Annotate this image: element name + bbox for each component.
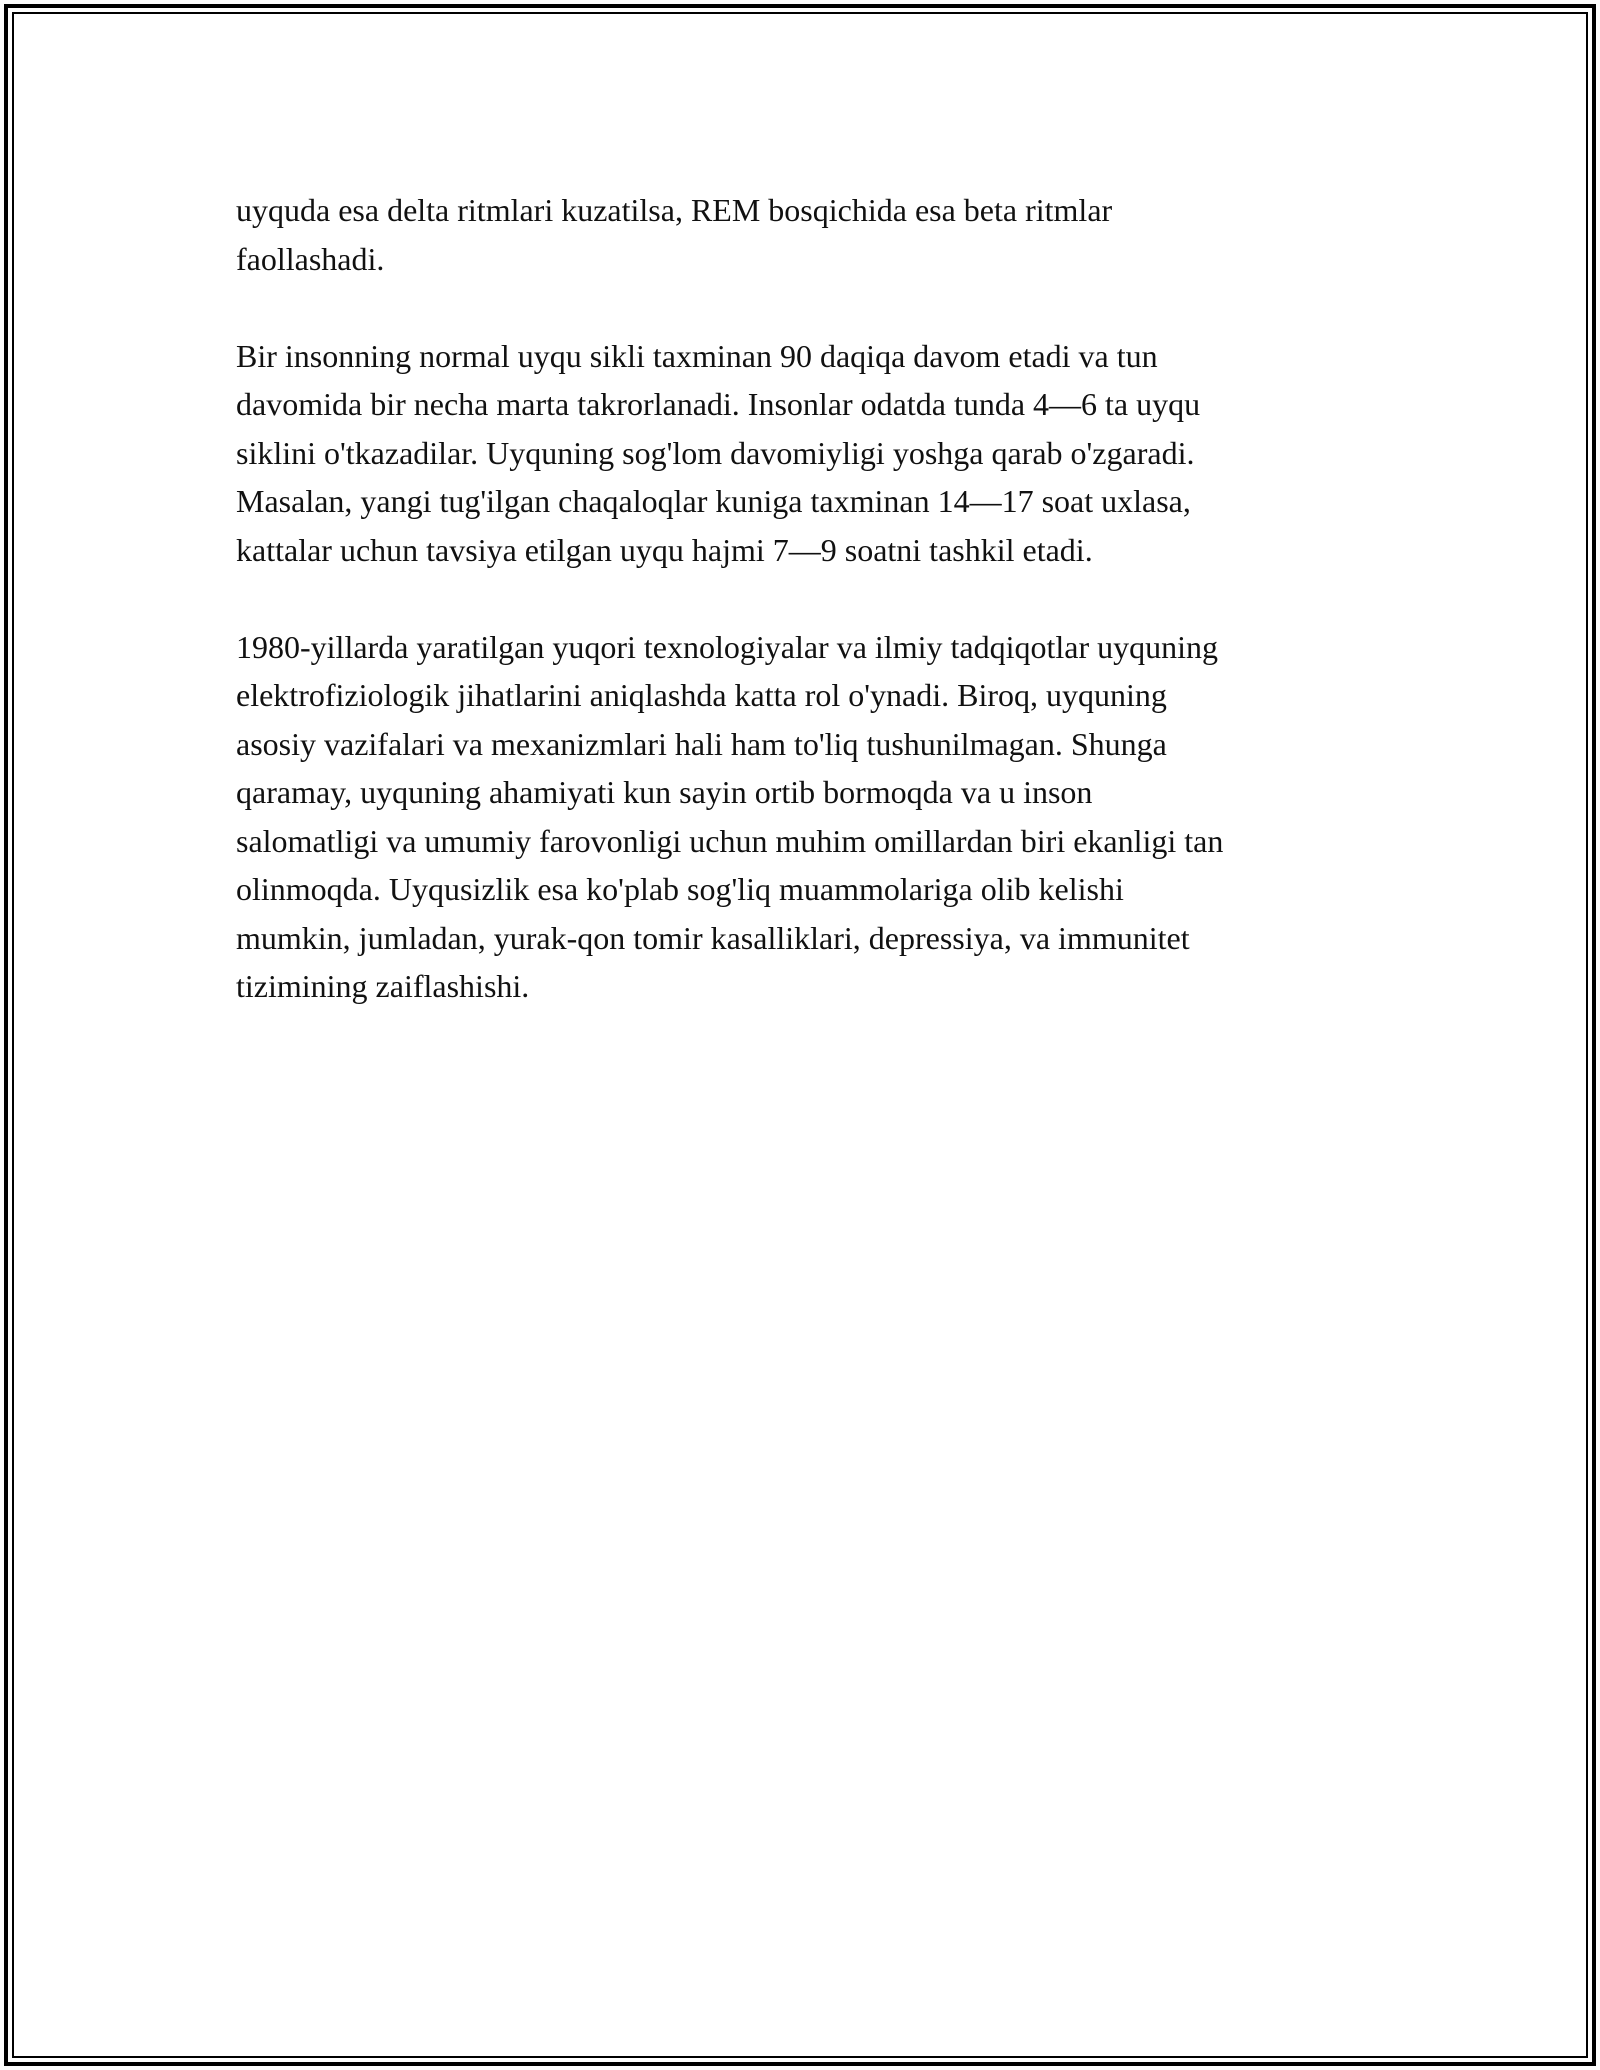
text-line: Bir insonning normal uyqu sikli taxminan 90 daqiqa davom etadi va tun	[236, 337, 1158, 374]
text-line: qaramay, uyquning ahamiyati kun sayin ortib bormoqda va u inson	[236, 774, 1093, 810]
text-line: asosiy vazifalari va mexanizmlari hali ham to'liq tushunilmagan. Shunga	[236, 725, 1167, 762]
document-body	[236, 186, 1396, 1059]
text-line: faollashadi.	[236, 240, 385, 277]
text-line: uyquda esa delta ritmlari kuzatilsa, REM bosqichida esa beta ritmlar	[236, 192, 1113, 228]
text-line: olinmoqda. Uyqusizlik esa ko'plab sog'liq muammolariga olib kelishi	[236, 871, 1124, 907]
text-line: tizimining zaiflashishi.	[236, 968, 530, 1004]
text-line: elektrofiziologik jihatlarini aniqlashda katta rol o'ynadi. Biroq, uyquning	[236, 677, 1167, 713]
text-line: mumkin, jumladan, yurak-qon tomir kasalliklari, depressiya, va immunitet	[236, 919, 1190, 956]
text-line: Masalan, yangi tug'ilgan chaqaloqlar kuniga taxminan 14—17 soat uxlasa,	[236, 483, 1191, 519]
paragraph-1	[236, 186, 1396, 283]
text-line: 1980-yillarda yaratilgan yuqori texnologiyalar va ilmiy tadqiqotlar uyquning	[236, 628, 1218, 665]
text-line: davomida bir necha marta takrorlanadi. Insonlar odatda tunda 4—6 ta uyqu	[236, 386, 1201, 422]
text-line: salomatligi va umumiy farovonligi uchun muhim omillardan biri ekanligi tan	[236, 822, 1224, 859]
text-line: siklini o'tkazadilar. Uyquning sog'lom davomiyligi yoshga qarab o'zgaradi.	[236, 434, 1195, 471]
paragraph-3	[236, 623, 1396, 1011]
paragraph-2	[236, 332, 1396, 575]
text-line: kattalar uchun tavsiya etilgan uyqu hajmi 7—9 soatni tashkil etadi.	[236, 531, 1093, 568]
